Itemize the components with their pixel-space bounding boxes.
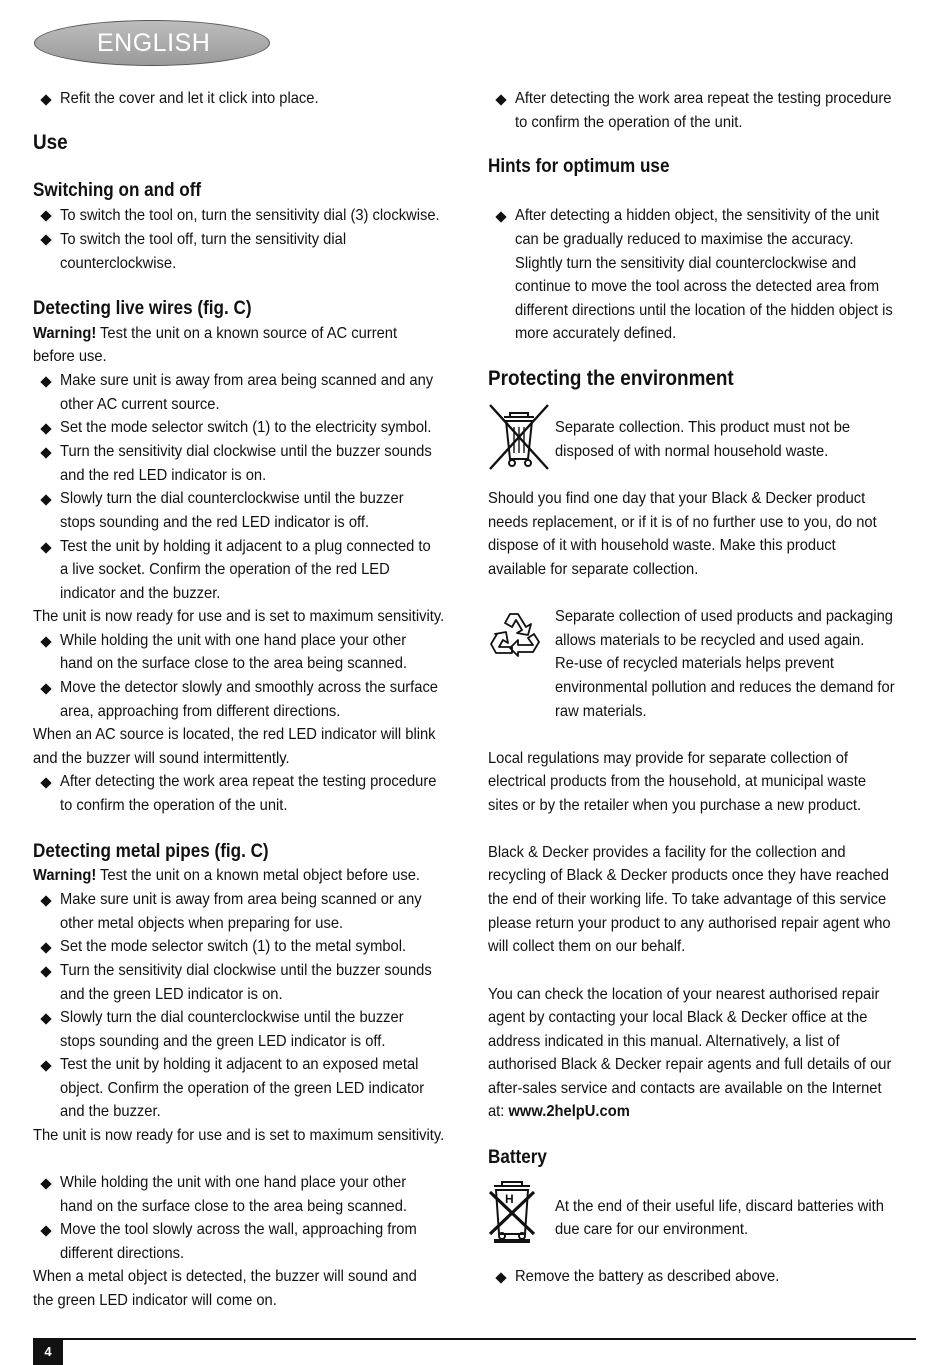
env-recycle: Re-use of recycled materials helps prevent — [555, 655, 834, 672]
bullet-icon — [40, 1178, 51, 1189]
bullet-icon — [40, 423, 51, 434]
env-paragraph: needs replacement, or if it is of no further use to you, do not — [488, 514, 877, 531]
switching-heading: Switching on and off — [33, 180, 202, 201]
live-step: Test the unit by holding it adjacent to a plug connected to — [60, 538, 431, 555]
metal-use-cont: hand on the surface close to the area being scanned. — [60, 1198, 407, 1215]
metal-use: Move the tool slowly across the wall, approaching from — [60, 1221, 417, 1238]
bullet-icon — [40, 942, 51, 953]
bullet-icon — [40, 1060, 51, 1071]
switching-off: To switch the tool off, turn the sensitivity dial — [60, 231, 347, 248]
live-step-cont: a live socket. Confirm the operation of the red LED — [60, 561, 390, 578]
recycle-icon — [488, 608, 544, 662]
warning-text: Test the unit on a known metal object before use. — [96, 867, 421, 884]
bullet-icon — [40, 1013, 51, 1024]
bullet-icon — [40, 636, 51, 647]
switching-off-cont: counterclockwise. — [60, 255, 177, 272]
metal-warning — [33, 864, 420, 888]
hints-text: can be gradually reduced to maximise the accuracy. — [515, 231, 854, 248]
hints-text: continue to move the tool across the detected area from — [515, 278, 880, 295]
env-paragraph: Should you find one day that your Black & Decker product — [488, 490, 866, 507]
crossed-bin-icon — [488, 403, 550, 471]
live-located-cont: and the buzzer will sound intermittently. — [33, 750, 290, 767]
env-bd: please return your product to any authorised repair agent who — [488, 915, 891, 932]
website-link[interactable]: www.2helpU.com — [508, 1103, 630, 1120]
battery-text-cont: due care for our environment. — [555, 1221, 749, 1238]
battery-heading: Battery — [488, 1147, 547, 1168]
env-check: address indicated in this manual. Alternatively, a list of — [488, 1033, 840, 1050]
refit-text: Refit the cover and let it click into place. — [60, 90, 319, 107]
live-after-cont: to confirm the operation of the unit. — [60, 797, 288, 814]
live-step-cont: indicator and the buzzer. — [60, 585, 221, 602]
env-paragraph: dispose of it with household waste. Make this product — [488, 537, 836, 554]
env-recycle: raw materials. — [555, 703, 647, 720]
env-local: electrical products from the household, at municipal waste — [488, 773, 867, 790]
live-located: When an AC source is located, the red LED indicator will blink — [33, 726, 436, 743]
live-warning — [33, 322, 397, 346]
env-recycle: Separate collection of used products and packaging — [555, 608, 893, 625]
warning-label: Warning! — [33, 867, 97, 884]
live-step: Set the mode selector switch (1) to the electricity symbol. — [60, 419, 432, 436]
bullet-icon — [40, 376, 51, 387]
metal-detected-cont: the green LED indicator will come on. — [33, 1292, 277, 1309]
env-separate: Separate collection. This product must not be — [555, 419, 851, 436]
bullet-icon — [495, 94, 506, 105]
hints-text: After detecting a hidden object, the sensitivity of the unit — [515, 207, 880, 224]
live-wires-heading: Detecting live wires (fig. C) — [33, 298, 252, 319]
bullet-icon — [40, 683, 51, 694]
footer-rule — [33, 1338, 916, 1340]
svg-text:H: H — [505, 1192, 514, 1206]
warning-label: Warning! — [33, 325, 97, 342]
env-at: at: — [488, 1103, 509, 1120]
env-check: You can check the location of your nearest authorised repair — [488, 986, 880, 1003]
metal-use: While holding the unit with one hand place your other — [60, 1174, 407, 1191]
live-use-cont: area, approaching from different directions. — [60, 703, 341, 720]
bullet-icon — [40, 494, 51, 505]
env-local: Local regulations may provide for separate collection of — [488, 750, 849, 767]
bullet-icon — [40, 777, 51, 788]
env-bd: Black & Decker provides a facility for the collection and — [488, 844, 846, 861]
page-number: 4 — [33, 1339, 63, 1365]
env-check: authorised Black & Decker repair agents and full details of our — [488, 1056, 892, 1073]
hints-heading: Hints for optimum use — [488, 156, 670, 177]
metal-step-cont: and the buzzer. — [60, 1103, 161, 1120]
env-bd: the end of their working life. To take advantage of this service — [488, 891, 887, 908]
metal-detected: When a metal object is detected, the buzzer will sound and — [33, 1268, 417, 1285]
hints-text: more accurately defined. — [515, 325, 677, 342]
live-step-cont: other AC current source. — [60, 396, 220, 413]
bullet-icon — [495, 211, 506, 222]
environment-heading: Protecting the environment — [488, 367, 734, 390]
hints-text: different directions until the location of the hidden object is — [515, 302, 893, 319]
metal-step-cont: object. Confirm the operation of the green LED indicator — [60, 1080, 425, 1097]
metal-ready: The unit is now ready for use and is set to maximum sensitivity. — [33, 1127, 445, 1144]
env-check: after-sales service and contacts are available on the Internet — [488, 1080, 882, 1097]
after-text-cont: to confirm the operation of the unit. — [515, 114, 743, 131]
env-bd: recycling of Black & Decker products once they have reached — [488, 867, 889, 884]
metal-step: Set the mode selector switch (1) to the metal symbol. — [60, 938, 407, 955]
language-label: ENGLISH — [97, 29, 211, 57]
live-step: Slowly turn the dial counterclockwise until the buzzer — [60, 490, 404, 507]
after-text: After detecting the work area repeat the testing procedure — [515, 90, 892, 107]
metal-step: Make sure unit is away from area being scanned or any — [60, 891, 422, 908]
metal-step: Slowly turn the dial counterclockwise until the buzzer — [60, 1009, 404, 1026]
metal-step-cont: stops sounding and the green LED indicator is off. — [60, 1033, 386, 1050]
bullet-icon — [495, 1272, 506, 1283]
env-recycle: allows materials to be recycled and used again. — [555, 632, 865, 649]
env-bd: will collect them on our behalf. — [488, 938, 686, 955]
live-step-cont: and the red LED indicator is on. — [60, 467, 267, 484]
env-local: sites or by the retailer when you purchase a new product. — [488, 797, 862, 814]
env-separate-cont: disposed of with normal household waste. — [555, 443, 829, 460]
metal-step-cont: other metal objects when preparing for use. — [60, 915, 344, 932]
use-heading: Use — [33, 131, 68, 154]
metal-step-cont: and the green LED indicator is on. — [60, 986, 283, 1003]
bullet-icon — [40, 94, 51, 105]
hints-text: Slightly turn the sensitivity dial counterclockwise and — [515, 255, 857, 272]
metal-step: Turn the sensitivity dial clockwise until the buzzer sounds — [60, 962, 432, 979]
live-warning-cont: before use. — [33, 348, 107, 365]
bullet-icon — [40, 1225, 51, 1236]
language-tab — [34, 20, 270, 66]
live-use-cont: hand on the surface close to the area being scanned. — [60, 655, 407, 672]
env-check: agent by contacting your local Black & Decker office at the — [488, 1009, 868, 1026]
live-step: Make sure unit is away from area being scanned and any — [60, 372, 434, 389]
metal-pipes-heading: Detecting metal pipes (fig. C) — [33, 841, 269, 862]
live-after: After detecting the work area repeat the testing procedure — [60, 773, 437, 790]
live-use: Move the detector slowly and smoothly across the surface — [60, 679, 438, 696]
switching-on: To switch the tool on, turn the sensitivity dial (3) clockwise. — [60, 207, 440, 224]
battery-text: At the end of their useful life, discard batteries with — [555, 1198, 884, 1215]
live-step: Turn the sensitivity dial clockwise until the buzzer sounds — [60, 443, 432, 460]
warning-text: Test the unit on a known source of AC current — [96, 325, 398, 342]
metal-step: Test the unit by holding it adjacent to an exposed metal — [60, 1056, 419, 1073]
bullet-icon — [40, 234, 51, 245]
env-paragraph: available for separate collection. — [488, 561, 699, 578]
bullet-icon — [40, 966, 51, 977]
bullet-icon — [40, 210, 51, 221]
live-ready: The unit is now ready for use and is set to maximum sensitivity. — [33, 608, 445, 625]
bullet-icon — [40, 447, 51, 458]
battery-remove: Remove the battery as described above. — [515, 1268, 780, 1285]
env-recycle: environmental pollution and reduces the demand for — [555, 679, 895, 696]
live-step-cont: stops sounding and the red LED indicator is off. — [60, 514, 370, 531]
bullet-icon — [40, 895, 51, 906]
metal-use-cont: different directions. — [60, 1245, 185, 1262]
live-use: While holding the unit with one hand place your other — [60, 632, 407, 649]
crossed-battery-bin-icon — [488, 1176, 536, 1244]
bullet-icon — [40, 542, 51, 553]
env-url-line — [488, 1100, 630, 1124]
